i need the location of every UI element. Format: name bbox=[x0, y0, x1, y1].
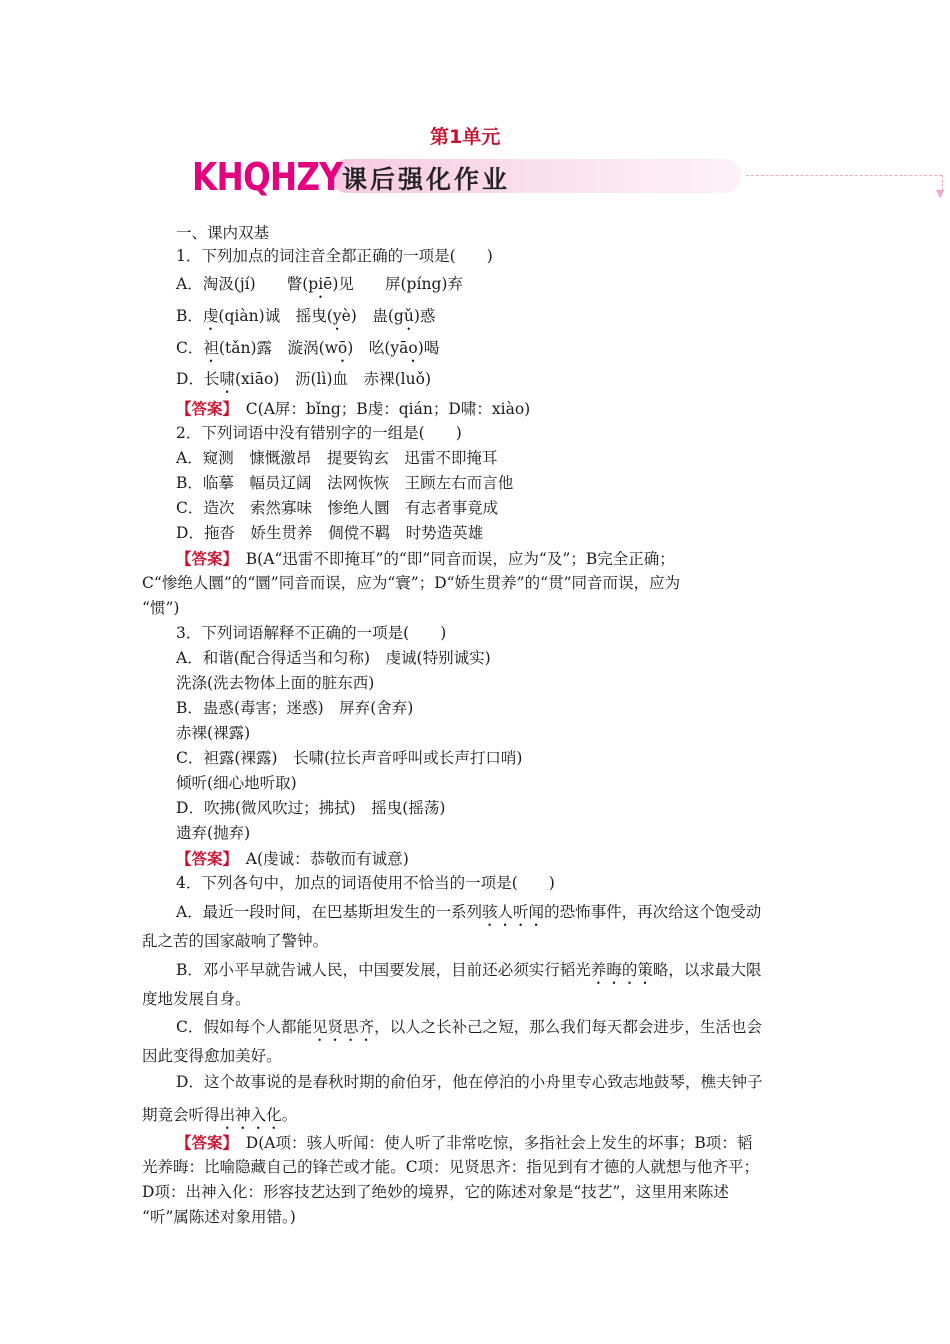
unit-title: 第1单元 bbox=[430, 126, 501, 148]
text-line: 4．下列各句中，加点的词语使用不恰当的一项是( ) bbox=[176, 874, 555, 892]
text-line: D．吹拂(微风吹过；拂拭) 摇曳(摇荡) bbox=[176, 799, 446, 817]
text-line: A．窥测 慷慨激昂 提要钩玄 迅雷不即掩耳 bbox=[176, 449, 498, 467]
text-line: B．邓小平早就告诫人民，中国要发展，目前还必须实行韬光养晦的策略，以求最大限 bbox=[176, 961, 762, 979]
homework-banner bbox=[190, 155, 945, 200]
answer-label: 【答案】 bbox=[176, 849, 231, 868]
text-line: B．蛊惑(毒害；迷惑) 屏弃(舍弃) bbox=[176, 699, 414, 717]
text-line: 光养晦：比喻隐藏自己的锋芒或才能。C项：见贤思齐：指见到有才德的人就想与他齐平； bbox=[142, 1158, 759, 1176]
answer-line: 【答案】 C(A屏：bǐng；B虔：qián；D啸：xiào) bbox=[176, 399, 531, 418]
text-line: “听”属陈述对象用错。) bbox=[142, 1208, 296, 1226]
text-line: C“惨绝人圜”的“圜”同音而误，应为“寰”；D“娇生贯养”的“贯”同音而误，应为 bbox=[142, 574, 681, 592]
text-line: 遗弃(抛弃) bbox=[176, 824, 251, 842]
arrow-down-icon: ▼ bbox=[936, 187, 945, 200]
banner-logo: KHQHZY bbox=[192, 155, 343, 199]
answer-label: 【答案】 bbox=[176, 1133, 231, 1152]
text-line: “惯”) bbox=[142, 599, 180, 617]
text-line: B．虔(qiàn)诚 摇曳(yè) 蛊(gǔ)惑 bbox=[176, 307, 436, 325]
text-line: 乱之苦的国家敲响了警钟。 bbox=[142, 932, 329, 950]
text-line: 因此变得愈加美好。 bbox=[142, 1047, 282, 1065]
text-line: 3．下列词语解释不正确的一项是( ) bbox=[176, 624, 447, 642]
answer-line: 【答案】 B(A“迅雷不即掩耳”的“即”同音而误，应为“及”；B完全正确； bbox=[176, 549, 675, 568]
text-line: A．最近一段时间，在巴基斯坦发生的一系列骇人听闻的恐怖事件，再次给这个饱受动 bbox=[176, 903, 762, 921]
text-line: C．袒露(裸露) 长啸(拉长声音呼叫或长声打口哨) bbox=[176, 749, 523, 767]
text-line: 赤裸(裸露) bbox=[176, 724, 251, 742]
text-line: 度地发展自身。 bbox=[142, 990, 251, 1008]
text-line: D项：出神入化：形容技艺达到了绝妙的境界，它的陈述对象是“技艺”，这里用来陈述 bbox=[142, 1183, 729, 1201]
text-line: 倾听(细心地听取) bbox=[176, 774, 297, 792]
text-line: D．这个故事说的是春秋时期的俞伯牙，他在停泊的小舟里专心致志地鼓琴，樵夫钟子 bbox=[176, 1073, 763, 1091]
answer-label: 【答案】 bbox=[176, 549, 231, 568]
answer-label: 【答案】 bbox=[176, 399, 231, 418]
banner-dashed-line bbox=[746, 175, 942, 176]
text-line: 1．下列加点的词注音全都正确的一项是( ) bbox=[176, 247, 493, 265]
text-line: C．假如每个人都能见贤思齐，以人之长补己之短，那么我们每天都会进步，生活也会 bbox=[176, 1018, 762, 1036]
answer-line: 【答案】 A(虔诚：恭敬而有诚意) bbox=[176, 849, 409, 868]
text-line: C．造次 索然寡味 惨绝人圜 有志者事竟成 bbox=[176, 499, 499, 517]
banner-title: 课后强化作业 bbox=[342, 165, 511, 194]
text-line: 一、课内双基 bbox=[176, 224, 270, 242]
text-line: 2．下列词语中没有错别字的一组是( ) bbox=[176, 424, 462, 442]
text-line: C．袒(tǎn)露 漩涡(wō) 吆(yāo)喝 bbox=[176, 339, 440, 357]
answer-line: 【答案】 D(A项：骇人听闻：使人听了非常吃惊，多指社会上发生的坏事；B项：韬 bbox=[176, 1133, 753, 1152]
text-line: A．淘汲(jí) 瞥(piē)见 屏(píng)弃 bbox=[176, 275, 463, 293]
text-line: D．长啸(xiāo) 沥(lì)血 赤裸(luǒ) bbox=[176, 370, 431, 388]
text-line: 期竟会听得出神入化。 bbox=[142, 1106, 298, 1124]
text-line: B．临摹 幅员辽阔 法网恢恢 王顾左右而言他 bbox=[176, 474, 514, 492]
text-line: A．和谐(配合得适当和匀称) 虔诚(特别诚实) bbox=[176, 649, 491, 667]
text-line: D．拖沓 娇生贯养 倜傥不羁 时势造英雄 bbox=[176, 524, 484, 542]
text-line: 洗涤(洗去物体上面的脏东西) bbox=[176, 674, 375, 692]
